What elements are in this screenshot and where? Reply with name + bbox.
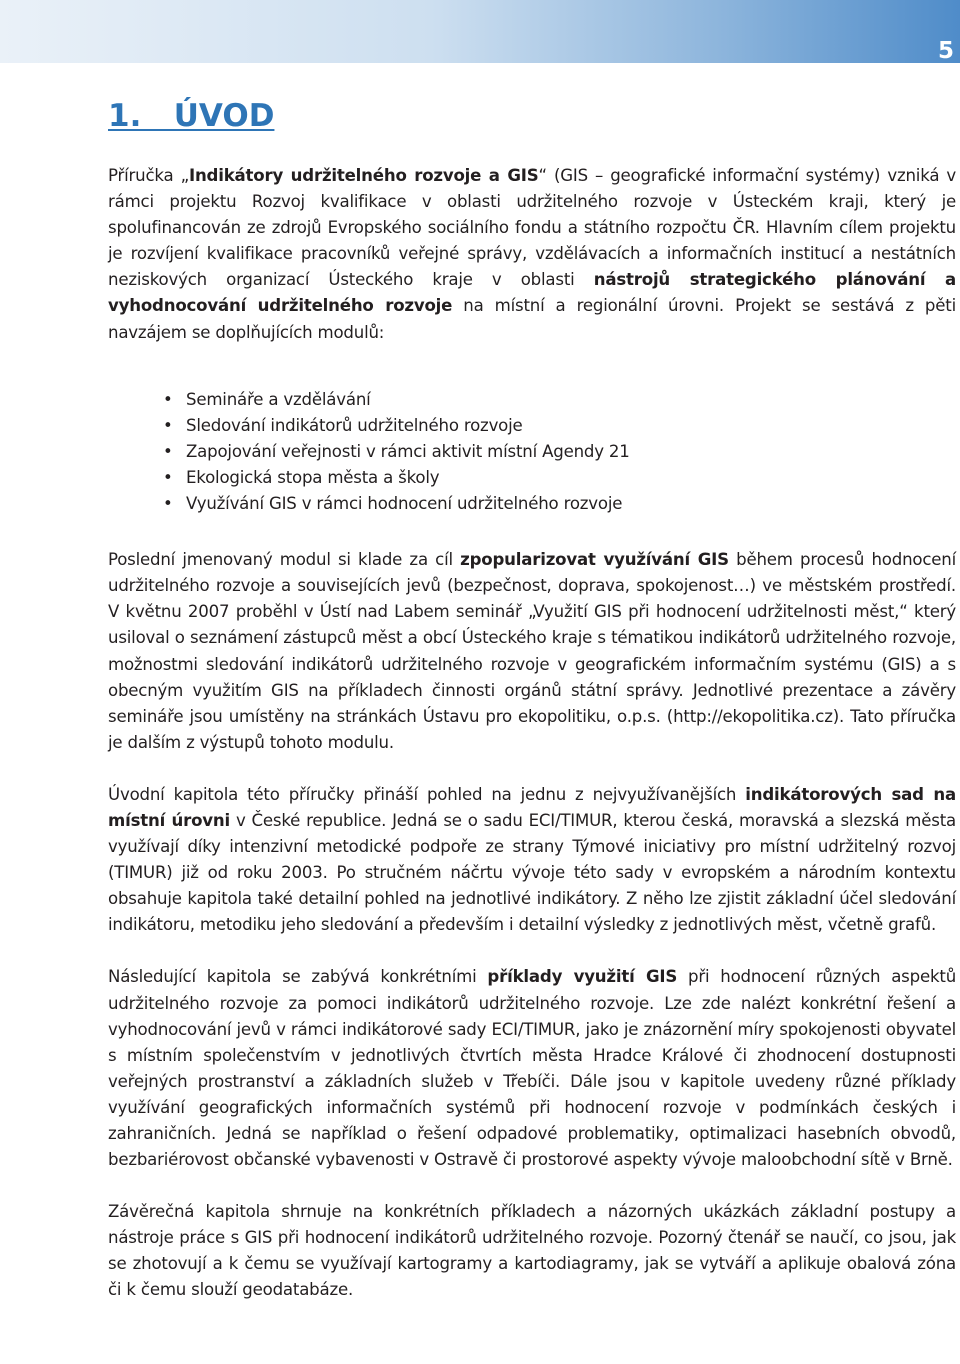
list-item: • Ekologická stopa města a školy bbox=[163, 465, 956, 491]
intro-paragraph: Příručka „Indikátory udržitelného rozvoje a GIS“ (GIS – geografické informační systémy) vzniká v rámci projektu Rozvoj kvalifikace v oblasti udržitelného rozvoje v Ústeckém kraji, který je spolufinancován ze zdrojů Evropského sociálního fondu a státního rozpočtu ČR. Hlavním cílem projektu je rozvíjení kvalifikace pracovníků veřejné správy, vzdělávacích a informačních institucí a nestátních neziskových organizací Ústeckého kraje v oblasti nástrojů strategického plánování a vyhodnocování udržitelného rozvoje na místní a regionální úrovni. Projekt se sestává z pěti navzájem se doplňujících modulů: bbox=[108, 166, 957, 342]
paragraph-gis-examples: Následující kapitola se zabývá konkrétními příklady využití GIS při hodnocení různých aspektů udržitelného rozvoje za pomoci indikátorů udržitelného rozvoje. Lze zde nalézt konkrétní řešení a vyhodnocování jevů v rámci indikátorové sady ECI/TIMUR, jako je znázornění míry spokojenosti obyvatel s místním společenstvím v jednotlivých čtvrtích města Hradce Králové či zhodnocení dostupnosti veřejných prostranství a základních služeb v Třebíči. Dále jsou v kapitole uvedeny různé příklady využívání geografických informačních systémů při hodnocení rozvoje v podmínkách českých i zahraničních. Jedná se například o řešení odpadové problematiky, optimalizaci hasebních obvodů, bezbariérovost občanské vybavenosti v Ostravě či prostorové aspekty vývoje maloobchodní sítě v Brně. bbox=[108, 967, 957, 1170]
paragraph-gis-module: Poslední jmenovaný modul si klade za cíl zpopularizovat využívání GIS během procesů hodnocení udržitelného rozvoje a souvisejících jevů (bezpečnost, doprava, spokojenost…) ve městském prostředí. V květnu 2007 proběhl v Ústí nad Labem seminář „Využití GIS při hodnocení udržitelnosti měst,“ který usiloval o seznámení zástupců měst a obcí Ústeckého kraje s tématikou indikátorů udržitelného rozvoje, možnostmi sledování indikátorů udržitelného rozvoje v geografickém informačním systému (GIS) a s obecným využitím GIS na příkladech činnosti orgánů státní správy. Jednotlivé prezentace a závěry semináře jsou umístěny na stránkách Ústavu pro ekopolitiku, o.p.s. (http://ekopolitika.cz). Tato příručka je dalším z výstupů tohoto modulu. bbox=[108, 550, 956, 752]
bullet-icon: • bbox=[163, 494, 173, 514]
bullet-icon: • bbox=[163, 389, 173, 409]
paragraph-indicator-sets: Úvodní kapitola této příručky přináší pohled na jednu z nejvyužívanějších indikátorových sad na místní úrovni v České republice. Jedná se o sadu ECI/TIMUR, kterou česká, moravská a slezská města využívají díky intenzivní metodické podpoře ze strany Týmové iniciativy pro místní udržitelný rozvoj (TIMUR) již od roku 2003. Po stručném náčrtu vývoje této sady v evropském a národním kontextu obsahuje kapitola také detailní pohled na jednotlivé indikátory. Z něho lze zjistit základní účel sledování indikátoru, metodiku jeho sledování a především i detailní výsledky z jednotlivých měst, včetně grafů. bbox=[108, 784, 956, 935]
bullet-icon: • bbox=[163, 467, 173, 487]
emphasis: zpopularizovat využívání GIS bbox=[460, 550, 729, 570]
emphasis: indikátorových sad na místní úrovni bbox=[108, 784, 956, 830]
module-list bbox=[163, 387, 956, 517]
chapter-title: 1. ÚVOD bbox=[108, 98, 275, 134]
bullet-icon: • bbox=[163, 415, 173, 435]
body-text bbox=[108, 163, 956, 1304]
list-item: • Využívání GIS v rámci hodnocení udržitelného rozvoje bbox=[163, 491, 956, 517]
emphasis: příklady využití GIS bbox=[487, 967, 678, 987]
page-number: 5 bbox=[937, 38, 954, 64]
header-band bbox=[0, 0, 960, 63]
bullet-icon: • bbox=[163, 441, 173, 461]
emphasis: nástrojů strategického plánování a vyhodnocování udržitelného rozvoje bbox=[108, 270, 957, 316]
list-item: • Zapojování veřejnosti v rámci aktivit místní Agendy 21 bbox=[163, 439, 956, 465]
paragraph-final-chapter: Závěrečná kapitola shrnuje na konkrétních příkladech a názorných ukázkách základní postupy a nástroje práce s GIS při hodnocení indikátorů udržitelného rozvoje. Pozorný čtenář se naučí, co jsou, jak se zhotovují a k čemu se využívají kartogramy a kartodiagramy, jak se vytváří a aplikuje obalová zóna či k čemu slouží geodatabáze. bbox=[108, 1202, 956, 1300]
list-item: • Sledování indikátorů udržitelného rozvoje bbox=[163, 413, 956, 439]
emphasis: Indikátory udržitelného rozvoje a GIS bbox=[188, 166, 539, 185]
list-item: • Semináře a vzdělávání bbox=[163, 387, 956, 413]
